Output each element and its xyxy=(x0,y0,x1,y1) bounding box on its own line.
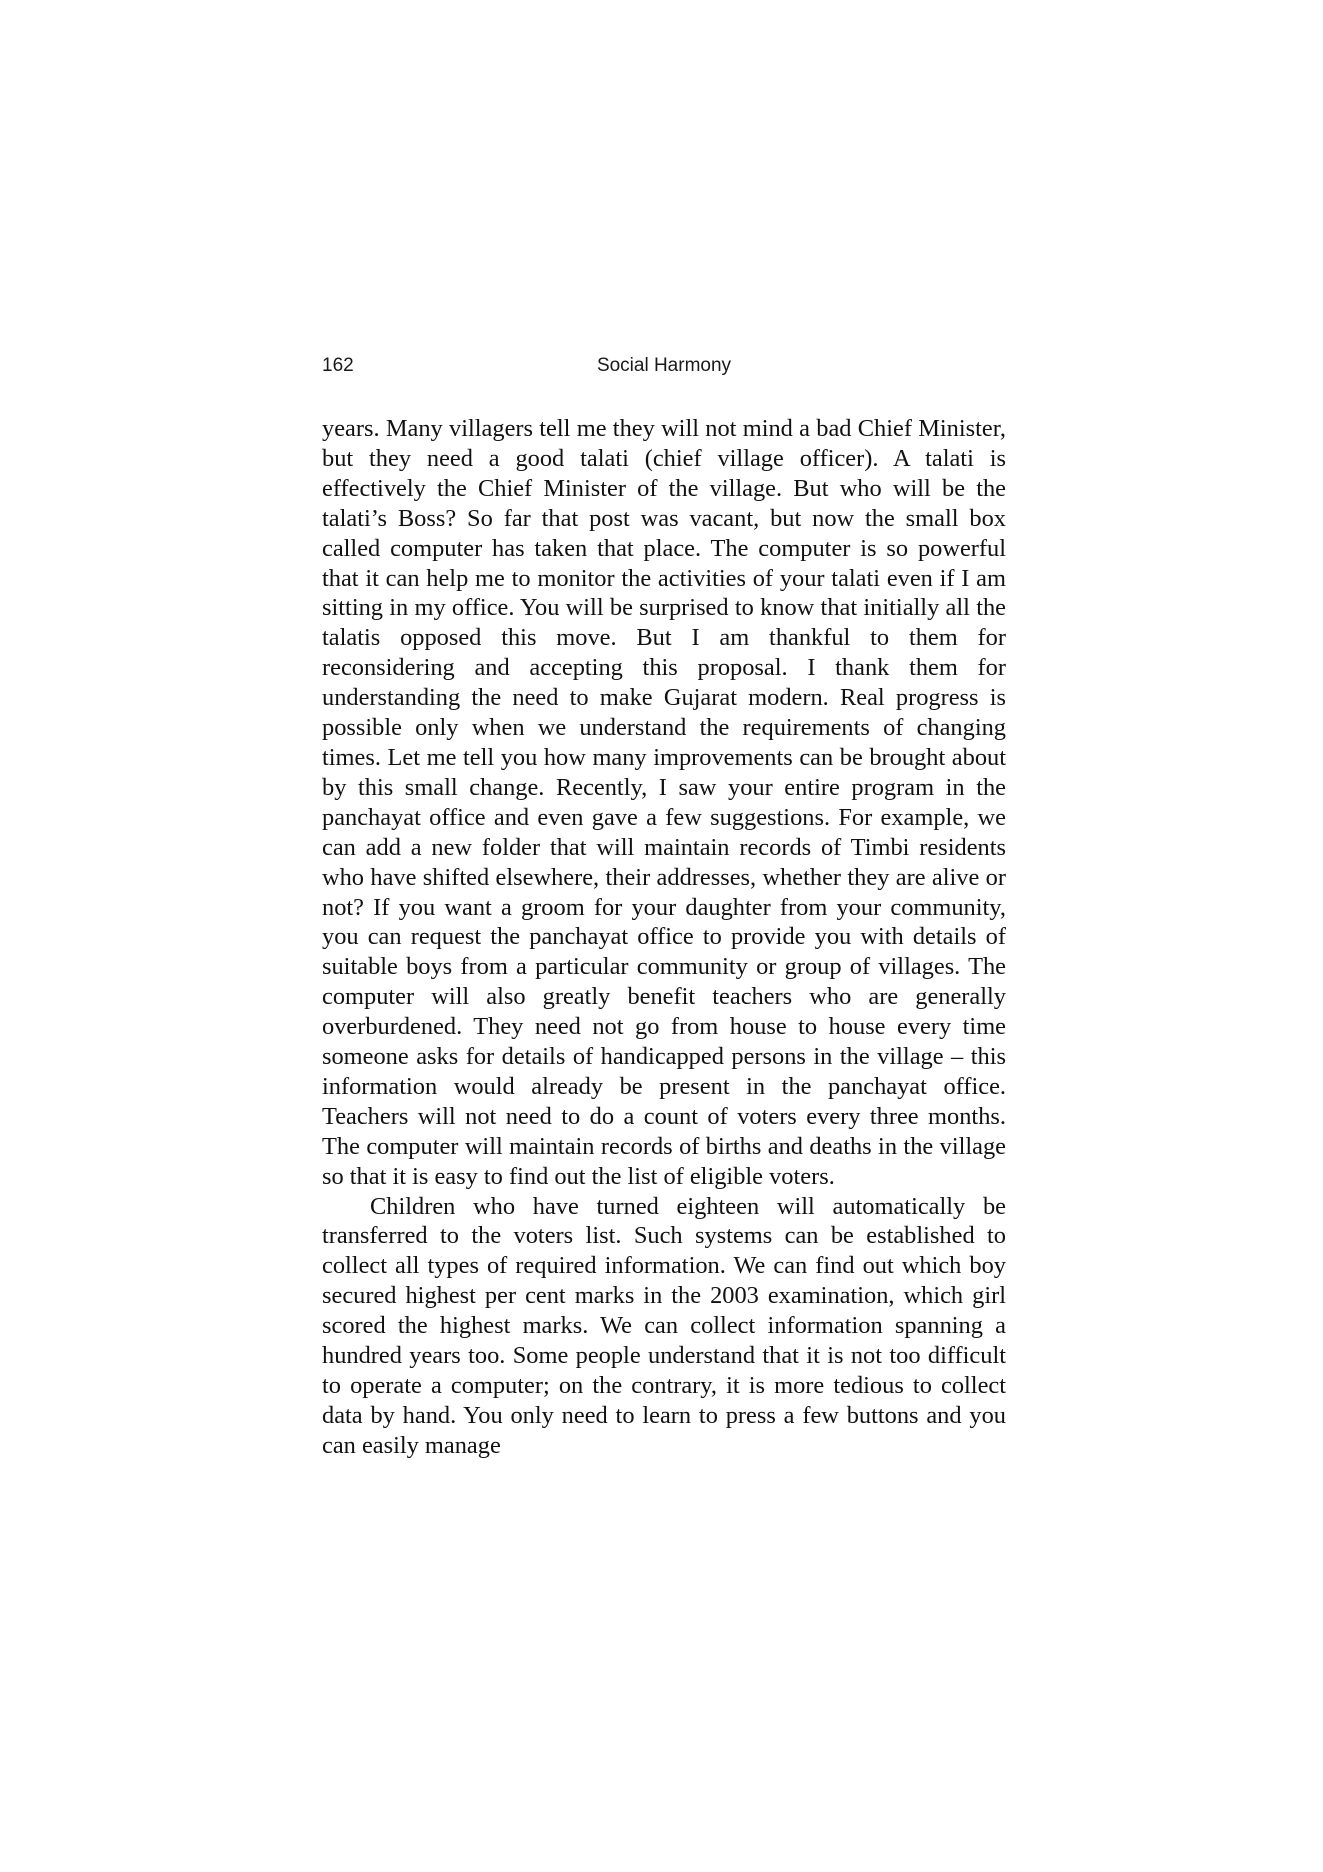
running-title: Social Harmony xyxy=(596,355,732,376)
page-number: 162 xyxy=(322,355,354,376)
paragraph-continued: years. Many villagers tell me they will not mind a bad Chief Minister, but they need a good talati (chief village officer). A talati is effectively the Chief Minister of the village. But who will be the talati’s Boss? So far that post was vacant, but now the small box called computer has taken that place. The computer is so powerful that it can help me to monitor the activities of your talati even if I am sitting in my office. You will be surprised to know that initially all the talatis opposed this move. But I am thankful to them for reconsidering and accepting this proposal. I thank them for understanding the need to make Gujarat modern. Real progress is possible only when we understand the requirements of changing times. Let me tell you how many improvements can be brought about by this small change. Recently, I saw your entire program in the panchayat office and even gave a few suggestions. For example, we can add a new folder that will maintain records of Timbi residents who have shifted elsewhere, their addresses, whether they are alive or not? If you want a groom for your daughter from your community, you can request the panchayat office to provide you with details of suitable boys from a particular community or group of villages. The computer will also greatly benefit teachers who are generally overburdened. They need not go from house to house every time someone asks for details of handicapped persons in the village – this information would already be present in the panchayat office. Teachers will not need to do a count of voters every three months. The computer will maintain records of births and deaths in the village so that it is easy to find out the list of eligible voters. xyxy=(322,415,1006,1190)
paragraph: Children who have turned eighteen will automatically be transferred to the voters list. Such systems can be established to collect all types of required information. We can find out which boy secured highest per cent marks in the 2003 examination, which girl scored the highest marks. We can collect information spanning a hundred years too. Some people understand that it is not too difficult to operate a computer; on the contrary, it is more tedious to collect data by hand. You only need to learn to press a few buttons and you can easily manage xyxy=(322,1192,1006,1459)
body-text xyxy=(322,414,1006,1461)
running-head xyxy=(322,355,1006,381)
